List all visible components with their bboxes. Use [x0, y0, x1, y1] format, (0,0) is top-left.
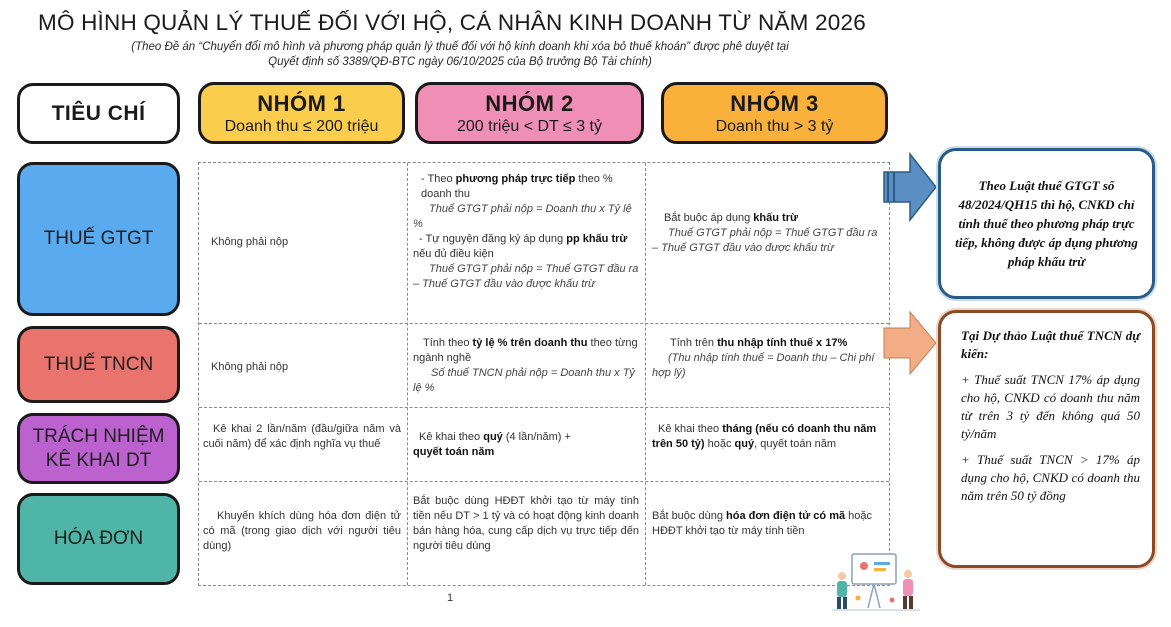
invoice-group-3-cell: Bắt buộc dùng hóa đơn điện tử có mã hoặc HĐĐT khởi tạo từ máy tính tiền	[652, 510, 873, 537]
declaration-group-2-cell	[413, 430, 639, 460]
invoice-group-1-cell: Khuyến khích dùng hóa đơn điện tử có mã (trong giao dịch với người tiêu dùng)	[203, 510, 401, 552]
row-divider	[199, 323, 889, 324]
row-label-invoice	[17, 493, 180, 585]
group-2-name: NHÓM 2	[485, 90, 574, 116]
pit-g3-line-2: (Thu nhập tính thuế = Doanh thu – Chi phí hợp lý)	[652, 352, 875, 379]
column-divider	[645, 163, 646, 585]
decl-g2-line-2: quyết toán năm	[413, 446, 495, 458]
row-label-vat	[17, 162, 180, 316]
vat-g2-line-4: Thuế GTGT phải nộp = Thuế GTGT đầu ra – Thuế GTGT đầu vào được khấu trừ	[413, 263, 639, 290]
vat-label: THUẾ GTGT	[43, 228, 154, 249]
header-group-2	[415, 82, 644, 144]
team-illustration-icon	[828, 548, 924, 616]
pit-label: THUẾ TNCN	[43, 353, 154, 375]
pit-draft-note	[938, 310, 1155, 568]
vat-g3-line-2: Thuế GTGT phải nộp = Thuế GTGT đầu ra – Thuế GTGT đầu vào được khấu trừ	[652, 227, 878, 254]
group-3-range: Doanh thu > 3 tỷ	[715, 117, 834, 135]
pit-group-3-cell	[652, 336, 884, 381]
declaration-group-1-cell: Kê khai 2 lần/năm (đầu/giữa năm và cuối năm) để xác định nghĩa vụ thuế	[203, 423, 401, 450]
group-3-name: NHÓM 3	[730, 90, 819, 116]
pit-g2-line-1: Tính theo tỷ lệ % trên doanh thu theo từng ngành nghề	[413, 337, 638, 364]
header-group-1	[198, 82, 405, 144]
column-divider	[407, 163, 408, 585]
group-1-range: Doanh thu ≤ 200 triệu	[224, 117, 379, 135]
subtitle-line-1: (Theo Đề án “Chuyển đổi mô hình và phương pháp quản lý thuế đối với hộ kinh doanh khi xóa bỏ thuế khoán” được phê duyệt tại	[131, 41, 789, 53]
vat-g2-line-1: - Theo phương pháp trực tiếp theo % doanh thu	[421, 173, 613, 200]
header-criteria	[17, 83, 180, 144]
pit-draft-title: Tại Dự thảo Luật thuế TNCN dự kiến:	[961, 328, 1140, 361]
vat-g2-line-3: - Tự nguyện đăng ký áp dụng pp khấu trừ nếu đủ điều kiện	[413, 233, 628, 260]
declaration-label-line-2: KÊ KHAI DT	[45, 449, 152, 471]
header-group-3	[661, 82, 888, 144]
vat-group-2-cell	[413, 172, 639, 292]
page-number: 1	[447, 592, 454, 604]
subtitle-line-2: Quyết định số 3389/QĐ-BTC ngày 06/10/2025 của Bộ trưởng Bộ Tài chính)	[268, 56, 652, 68]
row-label-declaration	[17, 413, 180, 484]
invoice-label: HÓA ĐƠN	[53, 528, 144, 549]
pit-g3-line-1: Tính trên thu nhập tính thuế x 17%	[670, 337, 848, 349]
vat-g2-line-2: Thuế GTGT phải nộp = Doanh thu x Tỷ lệ %	[413, 203, 632, 230]
row-divider	[199, 481, 889, 482]
row-label-pit	[17, 326, 180, 403]
pit-g2-line-2: Số thuế TNCN phải nộp = Doanh thu x Tỷ lệ %	[413, 367, 635, 394]
group-2-range: 200 triệu < DT ≤ 3 tỷ	[457, 117, 602, 135]
vat-law-note	[938, 148, 1155, 299]
row-divider	[199, 407, 889, 408]
declaration-label-line-1: TRÁCH NHIỆM	[32, 425, 165, 447]
subtitle	[40, 40, 880, 70]
page-title: MÔ HÌNH QUẢN LÝ THUẾ ĐỐI VỚI HỘ, CÁ NHÂN KINH DOANH TỪ NĂM 2026	[38, 10, 866, 35]
declaration-group-3-cell: Kê khai theo tháng (nếu có doanh thu năm trên 50 tỷ) hoặc quý, quyết toán năm	[652, 423, 877, 450]
pit-draft-item-2: + Thuế suất TNCN > 17% áp dụng cho hộ, CNKD có doanh thu năm trên 50 tỷ đồng	[961, 452, 1140, 503]
pit-group-2-cell	[413, 336, 639, 396]
arrow-right-icon	[882, 152, 938, 222]
invoice-group-2-cell: Bắt buộc dùng HĐĐT khởi tạo từ máy tính tiền nếu DT > 1 tỷ và có hoạt động kinh doanh bán hàng hóa, cung cấp dịch vụ trực tiếp đến người tiêu dùng	[413, 495, 639, 552]
arrow-right-icon	[882, 310, 938, 376]
vat-group-1-cell: Không phải nộp	[211, 236, 289, 248]
vat-law-note-text: Theo Luật thuế GTGT số 48/2024/QH15 thì hộ, CNKD chỉ tính thuế theo phương pháp trực tiếp, không được áp dụng phương pháp khấu trừ	[955, 178, 1138, 269]
group-1-name: NHÓM 1	[257, 90, 346, 116]
criteria-label: TIÊU CHÍ	[51, 101, 146, 125]
vat-group-3-cell	[652, 211, 884, 256]
pit-group-1-cell: Không phải nộp	[211, 361, 289, 373]
vat-g3-line-1: Bắt buộc áp dụng khấu trừ	[664, 212, 798, 224]
pit-draft-item-1: + Thuế suất TNCN 17% áp dụng cho hộ, CNKD có doanh thu năm từ trên 3 tỷ đến không quá 50 tỷ/năm	[961, 372, 1140, 441]
decl-g2-line-1: Kê khai theo quý (4 lần/năm) +	[419, 431, 571, 443]
